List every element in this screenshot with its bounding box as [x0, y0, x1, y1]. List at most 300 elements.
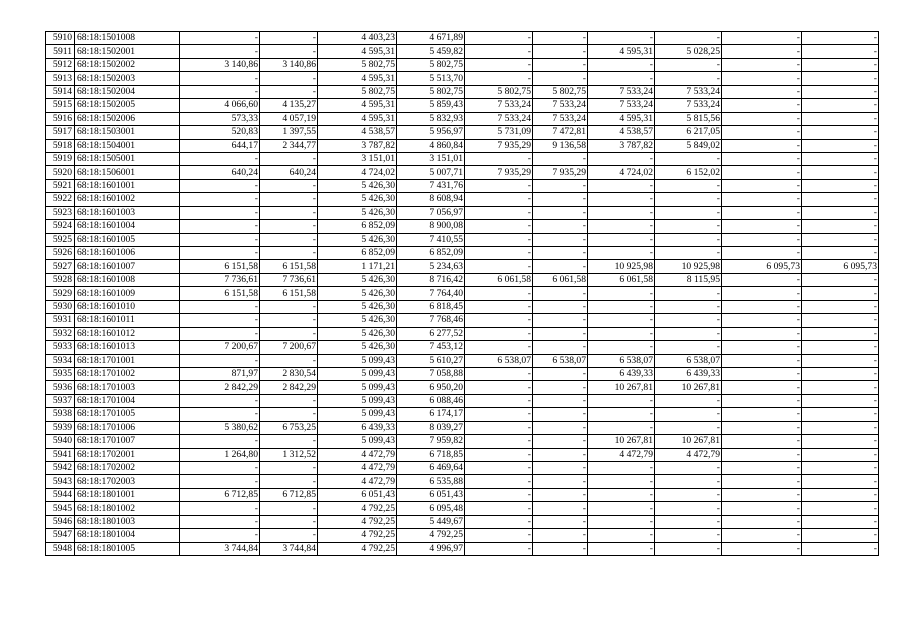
value-cell: 7 935,29	[465, 166, 533, 179]
table-row	[46, 341, 879, 354]
value-cell: -	[465, 233, 533, 246]
value-cell: 5 956,97	[397, 126, 465, 139]
cadastral-number-cell: 68:18:1801001	[75, 488, 180, 501]
table-row	[46, 394, 879, 407]
table-row	[46, 32, 879, 45]
value-cell: -	[722, 367, 802, 380]
value-cell: 6 535,88	[397, 475, 465, 488]
value-cell: 5 426,30	[318, 179, 397, 192]
table-row	[46, 206, 879, 219]
value-cell: 6 439,33	[655, 367, 722, 380]
value-cell: -	[465, 327, 533, 340]
value-cell: -	[655, 488, 722, 501]
value-cell: 7 533,24	[655, 99, 722, 112]
value-cell: -	[465, 435, 533, 448]
value-cell: -	[588, 314, 655, 327]
value-cell: -	[802, 394, 879, 407]
value-cell: -	[655, 152, 722, 165]
value-cell: -	[180, 354, 260, 367]
value-cell: -	[180, 220, 260, 233]
value-cell: 1 171,21	[318, 260, 397, 273]
value-cell: -	[655, 206, 722, 219]
table-row	[46, 287, 879, 300]
value-cell: -	[722, 502, 802, 515]
row-number-cell: 5931	[46, 314, 75, 327]
value-cell: -	[655, 341, 722, 354]
value-cell: -	[465, 220, 533, 233]
row-number-cell: 5929	[46, 287, 75, 300]
table-row	[46, 99, 879, 112]
value-cell: 6 439,33	[588, 367, 655, 380]
value-cell: 5 815,56	[655, 112, 722, 125]
value-cell: -	[722, 462, 802, 475]
cadastral-number-cell: 68:18:1502003	[75, 72, 180, 85]
value-cell: 7 533,24	[465, 99, 533, 112]
table-row	[46, 273, 879, 286]
value-cell: 5 426,30	[318, 273, 397, 286]
value-cell: -	[533, 435, 588, 448]
value-cell: 6 061,58	[465, 273, 533, 286]
value-cell: -	[180, 314, 260, 327]
value-cell: -	[180, 72, 260, 85]
value-cell: -	[465, 58, 533, 71]
value-cell: 2 830,54	[260, 367, 318, 380]
row-number-cell: 5915	[46, 99, 75, 112]
row-number-cell: 5911	[46, 45, 75, 58]
value-cell: -	[802, 542, 879, 555]
value-cell: -	[655, 462, 722, 475]
value-cell: -	[588, 502, 655, 515]
value-cell: -	[260, 515, 318, 528]
table-row	[46, 502, 879, 515]
value-cell: 6 061,58	[533, 273, 588, 286]
value-cell: 4 792,25	[318, 502, 397, 515]
cadastral-number-cell: 68:18:1601005	[75, 233, 180, 246]
value-cell: -	[260, 179, 318, 192]
value-cell: 4 135,27	[260, 99, 318, 112]
value-cell: -	[722, 327, 802, 340]
value-cell: -	[465, 287, 533, 300]
value-cell: -	[722, 488, 802, 501]
value-cell: -	[588, 475, 655, 488]
value-cell: 7 472,81	[533, 126, 588, 139]
value-cell: 7 736,61	[180, 273, 260, 286]
cadastral-number-cell: 68:18:1601004	[75, 220, 180, 233]
table-row	[46, 475, 879, 488]
value-cell: -	[655, 300, 722, 313]
value-cell: -	[180, 462, 260, 475]
value-cell: -	[588, 233, 655, 246]
table-row	[46, 72, 879, 85]
cadastral-number-cell: 68:18:1504001	[75, 139, 180, 152]
data-table-container	[45, 31, 879, 556]
table-row	[46, 408, 879, 421]
row-number-cell: 5942	[46, 462, 75, 475]
value-cell: -	[802, 367, 879, 380]
value-cell: -	[802, 166, 879, 179]
value-cell: 7 533,24	[533, 99, 588, 112]
value-cell: 7 533,24	[533, 112, 588, 125]
value-cell: -	[655, 314, 722, 327]
value-cell: -	[180, 529, 260, 542]
row-number-cell: 5921	[46, 179, 75, 192]
value-cell: -	[533, 327, 588, 340]
value-cell: 3 744,84	[260, 542, 318, 555]
value-cell: 4 595,31	[588, 45, 655, 58]
value-cell: -	[533, 193, 588, 206]
value-cell: -	[533, 529, 588, 542]
value-cell: 6 439,33	[318, 421, 397, 434]
cadastral-number-cell: 68:18:1701005	[75, 408, 180, 421]
value-cell: -	[180, 502, 260, 515]
value-cell: -	[655, 421, 722, 434]
row-number-cell: 5920	[46, 166, 75, 179]
value-cell: 6 712,85	[180, 488, 260, 501]
value-cell: -	[180, 435, 260, 448]
value-cell: 640,24	[260, 166, 318, 179]
row-number-cell: 5935	[46, 367, 75, 380]
value-cell: 7 200,67	[260, 341, 318, 354]
value-cell: 8 115,95	[655, 273, 722, 286]
value-cell: -	[533, 488, 588, 501]
cadastral-number-cell: 68:18:1702003	[75, 475, 180, 488]
row-number-cell: 5925	[46, 233, 75, 246]
value-cell: -	[533, 260, 588, 273]
value-cell: -	[260, 394, 318, 407]
table-row	[46, 529, 879, 542]
table-row	[46, 260, 879, 273]
value-cell: -	[260, 45, 318, 58]
value-cell: -	[802, 287, 879, 300]
value-cell: 5 426,30	[318, 314, 397, 327]
value-cell: 1 312,52	[260, 448, 318, 461]
value-cell: -	[655, 287, 722, 300]
value-cell: 5 380,62	[180, 421, 260, 434]
value-cell: -	[465, 247, 533, 260]
value-cell: -	[722, 408, 802, 421]
value-cell: -	[180, 515, 260, 528]
value-cell: 6 469,64	[397, 462, 465, 475]
value-cell: 6 538,07	[533, 354, 588, 367]
value-cell: 6 538,07	[588, 354, 655, 367]
value-cell: -	[655, 58, 722, 71]
value-cell: 4 996,97	[397, 542, 465, 555]
value-cell: -	[180, 206, 260, 219]
value-cell: 4 860,84	[397, 139, 465, 152]
value-cell: 4 403,23	[318, 32, 397, 45]
cadastral-number-cell: 68:18:1801003	[75, 515, 180, 528]
value-cell: -	[533, 475, 588, 488]
row-number-cell: 5947	[46, 529, 75, 542]
value-cell: -	[588, 327, 655, 340]
value-cell: -	[533, 220, 588, 233]
cadastral-number-cell: 68:18:1601011	[75, 314, 180, 327]
value-cell: -	[802, 126, 879, 139]
value-cell: -	[533, 247, 588, 260]
value-cell: -	[180, 45, 260, 58]
value-cell: 4 538,57	[318, 126, 397, 139]
value-cell: -	[802, 99, 879, 112]
value-cell: 7 935,29	[533, 166, 588, 179]
value-cell: 3 787,82	[318, 139, 397, 152]
value-cell: -	[802, 85, 879, 98]
value-cell: 7 736,61	[260, 273, 318, 286]
row-number-cell: 5913	[46, 72, 75, 85]
value-cell: 5 007,71	[397, 166, 465, 179]
table-row	[46, 421, 879, 434]
value-cell: 6 061,58	[588, 273, 655, 286]
value-cell: -	[655, 179, 722, 192]
cadastral-number-cell: 68:18:1601013	[75, 341, 180, 354]
value-cell: -	[180, 152, 260, 165]
value-cell: 5 426,30	[318, 233, 397, 246]
value-cell: 8 716,42	[397, 273, 465, 286]
value-cell: 4 472,79	[318, 475, 397, 488]
value-cell: -	[722, 341, 802, 354]
value-cell: -	[802, 327, 879, 340]
value-cell: -	[722, 166, 802, 179]
row-number-cell: 5917	[46, 126, 75, 139]
row-number-cell: 5943	[46, 475, 75, 488]
value-cell: -	[533, 381, 588, 394]
value-cell: -	[465, 314, 533, 327]
value-cell: -	[260, 152, 318, 165]
value-cell: -	[722, 421, 802, 434]
value-cell: -	[180, 408, 260, 421]
table-row	[46, 327, 879, 340]
value-cell: -	[722, 394, 802, 407]
value-cell: 5 028,25	[655, 45, 722, 58]
value-cell: -	[260, 233, 318, 246]
value-cell: -	[465, 394, 533, 407]
value-cell: 573,33	[180, 112, 260, 125]
cadastral-number-cell: 68:18:1601002	[75, 193, 180, 206]
value-cell: -	[802, 421, 879, 434]
value-cell: -	[802, 408, 879, 421]
value-cell: -	[722, 99, 802, 112]
value-cell: -	[722, 542, 802, 555]
value-cell: 5 426,30	[318, 327, 397, 340]
value-cell: 4 595,31	[318, 112, 397, 125]
value-cell: 6 538,07	[655, 354, 722, 367]
value-cell: 6 217,05	[655, 126, 722, 139]
value-cell: -	[588, 515, 655, 528]
value-cell: -	[465, 475, 533, 488]
value-cell: -	[533, 448, 588, 461]
value-cell: 6 818,45	[397, 300, 465, 313]
table-row	[46, 542, 879, 555]
value-cell: 5 802,75	[397, 85, 465, 98]
value-cell: -	[655, 502, 722, 515]
value-cell: -	[802, 529, 879, 542]
value-cell: 6 051,43	[397, 488, 465, 501]
value-cell: -	[465, 193, 533, 206]
value-cell: -	[802, 273, 879, 286]
value-cell: 4 057,19	[260, 112, 318, 125]
value-cell: -	[180, 32, 260, 45]
value-cell: -	[533, 58, 588, 71]
table-row	[46, 448, 879, 461]
row-number-cell: 5926	[46, 247, 75, 260]
value-cell: 4 066,60	[180, 99, 260, 112]
value-cell: 4 595,31	[318, 99, 397, 112]
value-cell: -	[588, 206, 655, 219]
cadastral-number-cell: 68:18:1601001	[75, 179, 180, 192]
value-cell: -	[802, 32, 879, 45]
value-cell: 8 039,27	[397, 421, 465, 434]
value-cell: -	[655, 247, 722, 260]
value-cell: -	[588, 462, 655, 475]
value-cell: -	[533, 72, 588, 85]
value-cell: -	[465, 341, 533, 354]
value-cell: -	[533, 45, 588, 58]
value-cell: 6 088,46	[397, 394, 465, 407]
value-cell: -	[588, 152, 655, 165]
cadastral-number-cell: 68:18:1601012	[75, 327, 180, 340]
value-cell: -	[588, 58, 655, 71]
cadastral-number-cell: 68:18:1701001	[75, 354, 180, 367]
table-body	[46, 32, 879, 556]
row-number-cell: 5937	[46, 394, 75, 407]
value-cell: 6 151,58	[260, 287, 318, 300]
value-cell: -	[655, 193, 722, 206]
row-number-cell: 5923	[46, 206, 75, 219]
table-row	[46, 126, 879, 139]
value-cell: -	[533, 32, 588, 45]
value-cell: -	[533, 152, 588, 165]
value-cell: 5 459,82	[397, 45, 465, 58]
value-cell: -	[722, 152, 802, 165]
value-cell: -	[655, 529, 722, 542]
value-cell: -	[722, 179, 802, 192]
value-cell: -	[802, 58, 879, 71]
value-cell: -	[533, 314, 588, 327]
value-cell: -	[722, 529, 802, 542]
value-cell: 5 099,43	[318, 408, 397, 421]
cadastral-number-cell: 68:18:1801002	[75, 502, 180, 515]
value-cell: -	[465, 179, 533, 192]
value-cell: 6 852,09	[318, 220, 397, 233]
value-cell: 7 533,24	[588, 99, 655, 112]
table-row	[46, 166, 879, 179]
value-cell: -	[722, 247, 802, 260]
value-cell: 1 264,80	[180, 448, 260, 461]
value-cell: 5 099,43	[318, 381, 397, 394]
value-cell: -	[722, 32, 802, 45]
value-cell: -	[180, 85, 260, 98]
value-cell: 5 099,43	[318, 435, 397, 448]
value-cell: 3 151,01	[318, 152, 397, 165]
value-cell: 871,97	[180, 367, 260, 380]
value-cell: -	[802, 488, 879, 501]
value-cell: 3 140,86	[180, 58, 260, 71]
value-cell: -	[802, 247, 879, 260]
value-cell: -	[260, 435, 318, 448]
value-cell: -	[802, 435, 879, 448]
row-number-cell: 5939	[46, 421, 75, 434]
value-cell: 3 787,82	[588, 139, 655, 152]
row-number-cell: 5936	[46, 381, 75, 394]
value-cell: 5 832,93	[397, 112, 465, 125]
value-cell: 5 802,75	[533, 85, 588, 98]
value-cell: 6 718,85	[397, 448, 465, 461]
value-cell: -	[722, 220, 802, 233]
row-number-cell: 5934	[46, 354, 75, 367]
value-cell: -	[180, 475, 260, 488]
value-cell: 5 449,67	[397, 515, 465, 528]
value-cell: 6 151,58	[180, 260, 260, 273]
value-cell: -	[533, 408, 588, 421]
value-cell: -	[260, 408, 318, 421]
value-cell: -	[722, 381, 802, 394]
value-cell: -	[533, 206, 588, 219]
value-cell: -	[802, 314, 879, 327]
value-cell: 10 267,81	[655, 435, 722, 448]
value-cell: 7 533,24	[655, 85, 722, 98]
cadastral-number-cell: 68:18:1601003	[75, 206, 180, 219]
value-cell: -	[465, 300, 533, 313]
value-cell: -	[802, 139, 879, 152]
value-cell: 7 533,24	[465, 112, 533, 125]
value-cell: -	[260, 300, 318, 313]
cadastral-number-cell: 68:18:1701007	[75, 435, 180, 448]
value-cell: -	[260, 475, 318, 488]
value-cell: -	[722, 85, 802, 98]
cadastral-number-cell: 68:18:1701004	[75, 394, 180, 407]
value-cell: 5 731,09	[465, 126, 533, 139]
value-cell: -	[260, 529, 318, 542]
value-cell: -	[722, 354, 802, 367]
value-cell: -	[180, 179, 260, 192]
value-cell: -	[533, 300, 588, 313]
value-cell: -	[802, 515, 879, 528]
value-cell: -	[655, 475, 722, 488]
value-cell: 5 426,30	[318, 341, 397, 354]
value-cell: -	[722, 58, 802, 71]
value-cell: 3 744,84	[180, 542, 260, 555]
value-cell: -	[802, 300, 879, 313]
value-cell: -	[533, 394, 588, 407]
value-cell: -	[722, 206, 802, 219]
value-cell: -	[588, 287, 655, 300]
value-cell: 6 095,73	[722, 260, 802, 273]
value-cell: -	[722, 448, 802, 461]
value-cell: -	[260, 206, 318, 219]
value-cell: -	[465, 502, 533, 515]
value-cell: -	[655, 394, 722, 407]
value-cell: -	[588, 341, 655, 354]
value-cell: 7 431,76	[397, 179, 465, 192]
value-cell: -	[588, 542, 655, 555]
value-cell: -	[655, 327, 722, 340]
value-cell: 6 051,43	[318, 488, 397, 501]
value-cell: 5 426,30	[318, 193, 397, 206]
cadastral-number-cell: 68:18:1503001	[75, 126, 180, 139]
value-cell: 4 538,57	[588, 126, 655, 139]
value-cell: -	[465, 515, 533, 528]
value-cell: -	[802, 381, 879, 394]
cadastral-number-cell: 68:18:1506001	[75, 166, 180, 179]
cadastral-number-cell: 68:18:1601006	[75, 247, 180, 260]
value-cell: -	[260, 193, 318, 206]
value-cell: 4 792,25	[397, 529, 465, 542]
row-number-cell: 5948	[46, 542, 75, 555]
value-cell: 1 397,55	[260, 126, 318, 139]
row-number-cell: 5938	[46, 408, 75, 421]
row-number-cell: 5932	[46, 327, 75, 340]
value-cell: -	[588, 193, 655, 206]
value-cell: 10 925,98	[588, 260, 655, 273]
